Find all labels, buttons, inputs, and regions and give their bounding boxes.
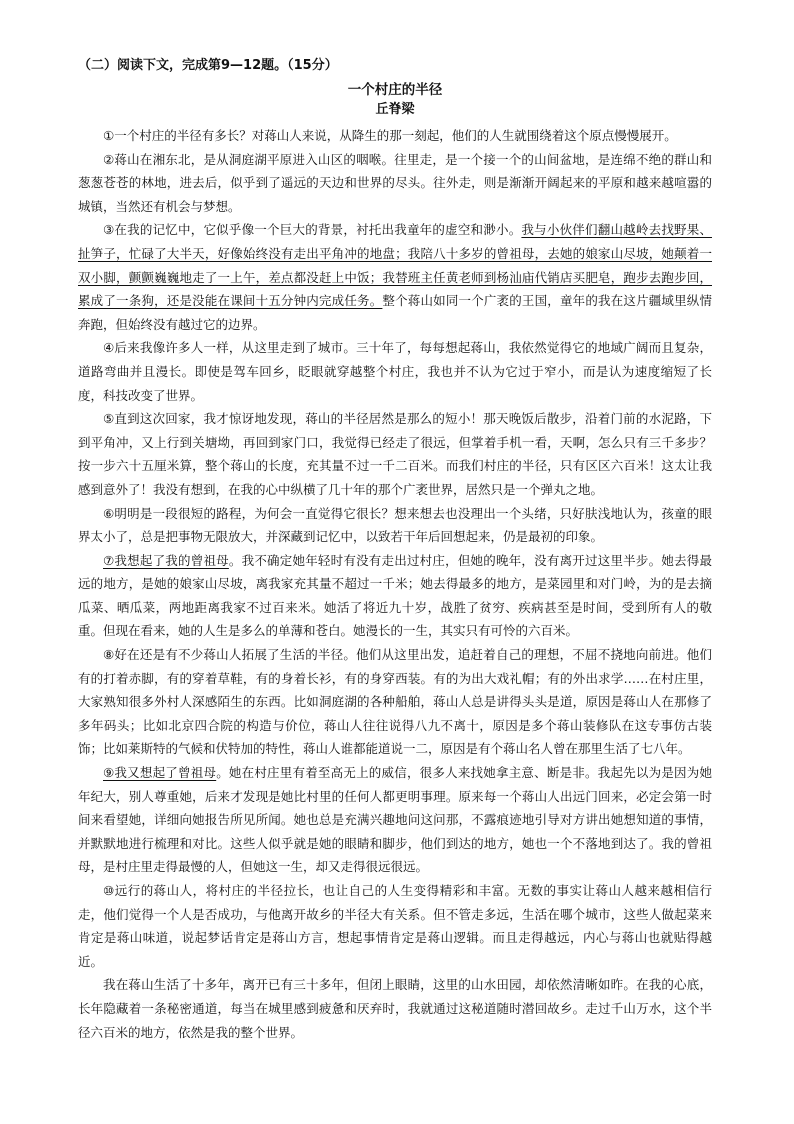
paragraph-3-underlined: 我与小伙伴们翻山越岭去找野果、扯笋子，忙碌了大半天，好像始终没有走出平角冲的地盘；我陪八十多岁的曾祖母，去她的娘家山尽坡，她颠着一双小脚，颤颤巍巍地走了一上午，差点都没赶上中饭；我替班主任黄老师到杨汕庙代销店买肥皂，跑步去跑步回，累成了一条狗，还是没能在课间十五分钟内完成任务。: [78, 222, 712, 309]
paragraph-2: ②蒋山在湘东北，是从洞庭湖平原进入山区的咽喉。往里走，是一个接一个的山间盆地，是连绵不绝的群山和葱葱苍苍的林地，进去后，似乎到了遥远的天边和世界的尽头。往外走，则是渐渐开阔起来的平原和越来越喧嚣的城镇，当然还有机会与梦想。: [78, 151, 712, 214]
paragraph-3-end: 整个蒋山如同一个广袤的王国，童年的我在这片疆域里纵情奔跑，但始终没有越过它的边界。: [78, 293, 712, 332]
paragraph-6: ⑥明明是一段很短的路程，为何会一直觉得它很长？想来想去也没理出一个头绪，只好肤浅地认为，孩童的眼界太小了，总是把事物无限放大，并深藏到记忆中，以致若干年后回想起来，仍是最初的印象。: [78, 505, 712, 545]
paragraph-1: ①一个村庄的半径有多长？对蒋山人来说，从降生的那一刻起，他们的人生就围绕着这个原点慢慢展开。: [103, 128, 677, 143]
paragraph-7: [78, 549, 712, 643]
paragraph-8: ⑧好在还是有不少蒋山人拓展了生活的半径。他们从这里出发，追赶着自己的理想，不屈不挠地向前进。他们有的打着赤脚，有的穿着草鞋，有的身着长衫，有的身穿西装。有的为出大戏礼帽；有的外出求学……在村庄里，大家熟知很多外村人深感陌生的东西。比如洞庭湖的各种船舶，蒋山人总是讲得头头是道，原因是蒋山人在那修了多年码头；比如北京四合院的构造与价位，蒋山人往往说得八九不离十，原因是多个蒋山装修队在这专事仿古装饰；比如莱斯特的气候和伏特加的特性，蒋山人谁都能道说一二，原因是有个蒋山名人曾在那里生活了七八年。: [78, 647, 712, 757]
author-name: 丘脊梁: [375, 102, 415, 117]
paragraph-11: 我在蒋山生活了十多年，离开已有三十多年，但闭上眼睛，这里的山水田园，却依然清晰如昨。在我的心底，长年隐藏着一条秘密通道，每当在城里感到疲惫和厌弃时，我就通过这秘道随时潜回故乡。走过千山万水，这个半径六百米的地方，依然是我的整个世界。: [78, 977, 712, 1040]
paragraph-7-body: 。我不确定她年轻时有没有走出过村庄，但她的晚年，没有离开过这里半步。她去得最远的地方，是她的娘家山尽坡，离我家充其量不超过一千米；她去得最多的地方，是菜园里和对门岭，为的是去摘瓜菜、晒瓜菜，两地距离我家不过百来米。她活了将近九十岁，战胜了贫穷、疾病甚至是时间，受到所有人的敬重。但现在看来，她的人生是多么的单薄和苍白。她漫长的一生，其实只有可怜的六百米。: [78, 552, 712, 639]
article-title: 一个村庄的半径: [347, 82, 443, 98]
paragraph-9-underlined: ⑨我又想起了曾祖母: [103, 765, 217, 781]
paragraph-7-underlined: ⑦我想起了我的曾祖母: [103, 552, 229, 568]
paragraph-3: [78, 218, 712, 336]
paragraph-3-intro: ③在我的记忆中，它似乎像一个巨大的背景，衬托出我童年的虚空和渺小。: [103, 222, 522, 238]
paragraph-9-body: 。她在村庄里有着至高无上的威信，很多人来找她拿主意、断是非。我起先以为是因为她年纪大，别人尊重她，后来才发现是她比村里的任何人都更明事理。原来每一个蒋山人出远门回来，必定会第一时间来看望她，详细向她报告所见所闻。她也总是充满兴趣地问这问那，不露痕迹地引导对方讲出她想知道的事情，并默默地进行梳理和对比。这些人似乎就是她的眼睛和脚步，他们到达的地方，她也一个不落地到达了。我的曾祖母，是村庄里走得最慢的人，但她这一生，却又走得很远很远。: [78, 765, 712, 875]
paragraph-5: ⑤直到这次回家，我才惊讶地发现，蒋山的半径居然是那么的短小！那天晚饭后散步，沿着门前的水泥路，下到平角冲，又上行到关塘坳，再回到家门口，我觉得已经走了很远，但掌着手机一看，天啊，怎么只有三千多步？按一步六十五厘米算，整个蒋山的长度，充其量不过一千二百米。而我们村庄的半径，只有区区六百米！这太让我感到意外了！我没有想到，在我的心中纵横了几十年的那个广袤世界，居然只是一个弹丸之地。: [78, 411, 712, 497]
paragraph-4: ④后来我像许多人一样，从这里走到了城市。三十年了，每每想起蒋山，我依然觉得它的地域广阔而且复杂，道路弯曲并且漫长。即使是驾车回乡，眨眼就穿越整个村庄，我也并不认为它过于窄小，而是认为速度缩短了长度，科技改变了世界。: [78, 340, 712, 403]
section-heading: （二）阅读下文，完成第9—12题。（15分）: [78, 58, 338, 73]
paragraph-9: [78, 761, 712, 879]
document-page: [78, 56, 712, 1044]
paragraph-10: ⑩远行的蒋山人，将村庄的半径拉长，也让自己的人生变得精彩和丰富。无数的事实让蒋山人越来越相信行走，他们觉得一个人是否成功，与他离开故乡的半径大有关系。但不管走多远，生活在哪个城市，这些人做起菜来肯定是蒋山味道，说起梦话肯定是蒋山方言，想起事情肯定是蒋山逻辑。而且走得越远，内心与蒋山也就贴得越近。: [78, 883, 712, 969]
